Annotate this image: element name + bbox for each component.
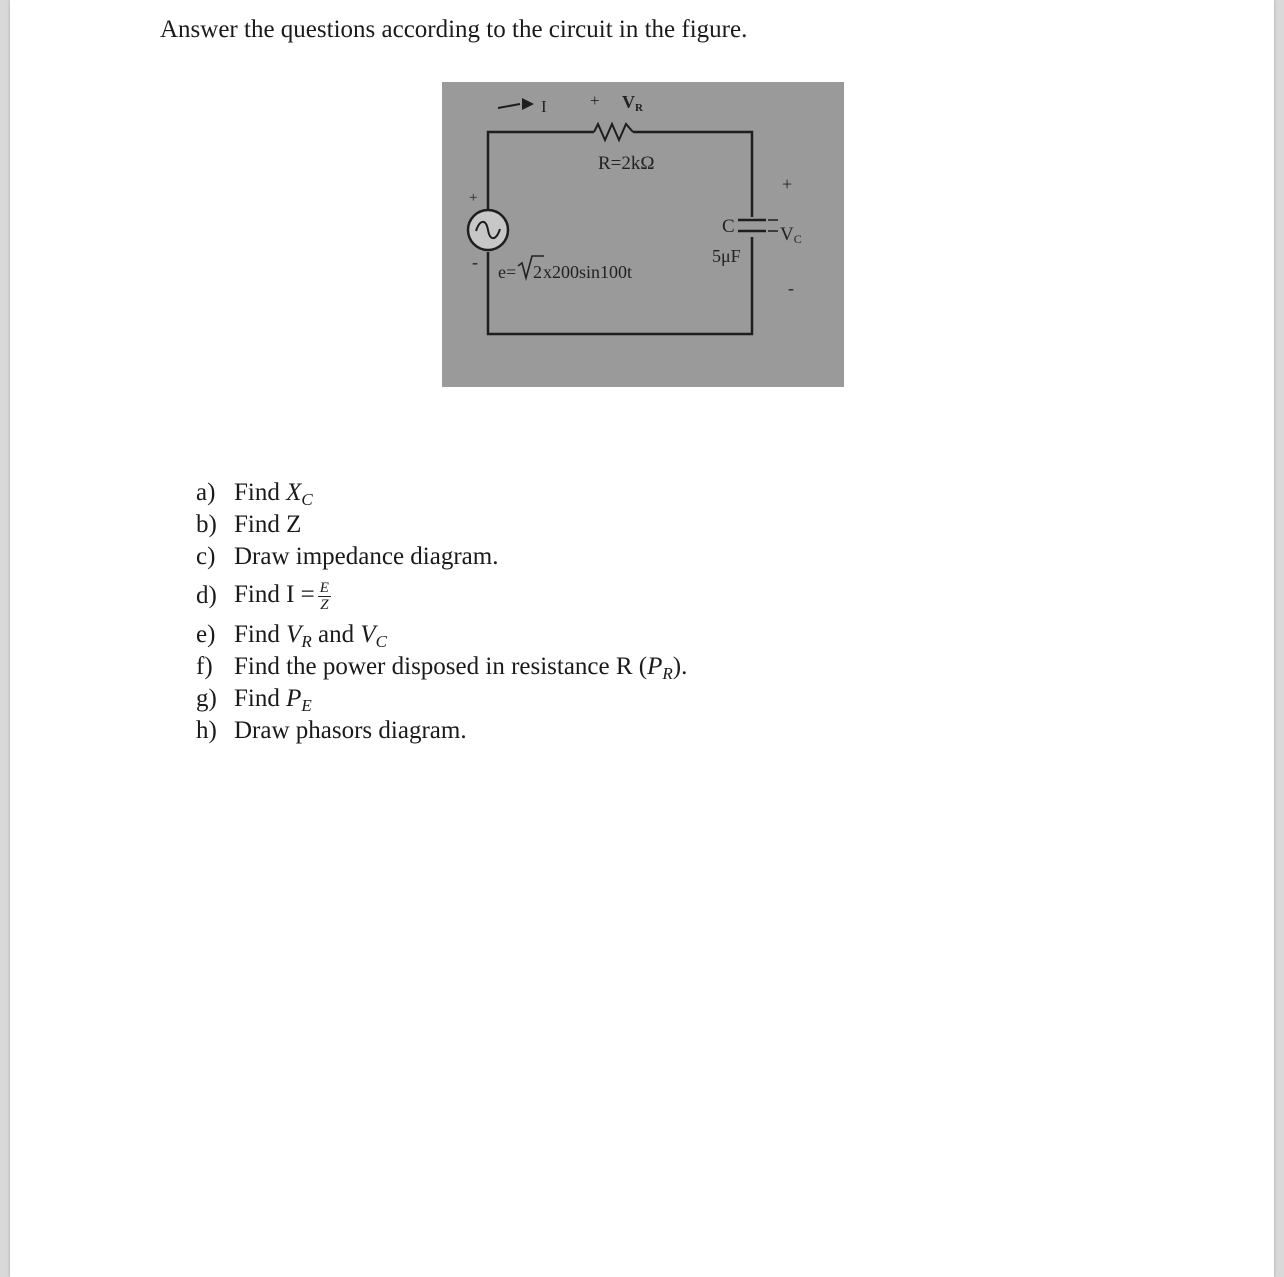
- ac-source-symbol: [468, 210, 508, 250]
- question-c: [196, 541, 687, 573]
- question-text: Find $P_E$: [234, 685, 312, 715]
- question-text: Draw phasors diagram.: [234, 717, 467, 744]
- source-expression-rest: x200sin100t: [543, 262, 633, 282]
- vr-label: VR: [622, 92, 643, 114]
- vc-label: VC: [780, 224, 802, 246]
- current-label: I: [541, 97, 547, 116]
- question-label: f): [196, 653, 213, 680]
- circuit-diagram: [442, 82, 844, 387]
- source-expression-prefix: e=: [498, 262, 517, 282]
- question-e: [196, 619, 687, 651]
- question-label: d): [196, 582, 217, 609]
- circuit-figure: [442, 82, 844, 387]
- question-text: Find $X_C$: [234, 479, 313, 509]
- question-d: [196, 573, 687, 619]
- question-text: Draw impedance diagram.: [234, 543, 499, 570]
- question-label: a): [196, 479, 216, 506]
- question-text: Find I = $\frac{E}{Z}$: [234, 579, 329, 613]
- capacitor-label: C: [722, 216, 735, 237]
- question-label: b): [196, 511, 217, 538]
- question-f: [196, 651, 687, 683]
- resistor-label: R=2kΩ: [598, 153, 655, 174]
- document-page: [10, 0, 1274, 1277]
- vr-plus-sign: +: [590, 91, 600, 110]
- fraction-e-over-z: $\frac{E}{Z}$: [319, 579, 329, 613]
- question-text: Find the power disposed in resistance R $(P_R)$.: [234, 653, 688, 683]
- question-h: [196, 715, 687, 747]
- capacitor-value: 5μF: [712, 246, 741, 266]
- vc-plus-sign: +: [782, 174, 793, 194]
- question-list: [196, 477, 687, 747]
- vc-minus-sign: -: [788, 278, 794, 298]
- question-text: Find $V_R$ and $V_C$: [234, 621, 388, 651]
- source-plus-sign: +: [469, 190, 478, 206]
- source-minus-sign: -: [472, 252, 478, 272]
- question-a: [196, 477, 687, 509]
- question-label: e): [196, 621, 216, 648]
- question-label: h): [196, 717, 217, 744]
- question-label: c): [196, 543, 216, 570]
- question-g: [196, 683, 687, 715]
- question-b: [196, 509, 687, 541]
- intro-text: Answer the questions according to the circuit in the figure.: [160, 16, 748, 43]
- source-expression-radicand: 2: [533, 262, 542, 282]
- question-text: Find Z: [234, 511, 302, 538]
- question-label: g): [196, 685, 217, 712]
